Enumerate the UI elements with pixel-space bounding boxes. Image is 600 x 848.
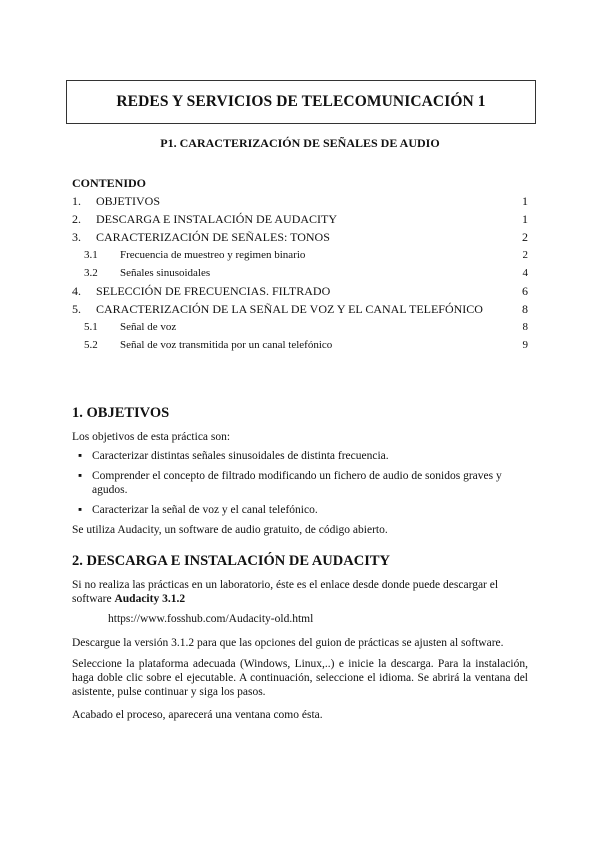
toc-page: 9	[522, 339, 528, 351]
toc-entry[interactable]	[72, 192, 528, 210]
toc-number: 3.2	[84, 267, 98, 279]
toc-label: Señal de voz transmitida por un canal telefónico	[120, 339, 333, 351]
list-item-text: Caracterizar distintas señales sinusoidales de distinta frecuencia.	[92, 450, 389, 462]
objetivos-intro: Los objetivos de esta práctica son:	[72, 431, 231, 443]
toc-page: 6	[522, 284, 528, 298]
toc-label: Señal de voz	[120, 321, 177, 333]
toc-number: 2.	[72, 212, 81, 226]
list-item	[78, 449, 528, 463]
toc-page: 8	[522, 321, 528, 333]
toc-page: 1	[522, 212, 528, 226]
toc-number: 1.	[72, 194, 81, 208]
list-item	[78, 503, 528, 517]
toc-label: CARACTERIZACIÓN DE SEÑALES: TONOS	[96, 230, 330, 244]
toc-entry[interactable]	[72, 282, 528, 300]
software-name: Audacity 3.1.2	[114, 593, 186, 605]
toc-subentry[interactable]	[72, 264, 528, 282]
table-of-contents	[72, 192, 528, 354]
toc-entry[interactable]	[72, 210, 528, 228]
toc-number: 5.1	[84, 321, 98, 333]
toc-subentry[interactable]	[72, 336, 528, 354]
toc-page: 8	[522, 302, 528, 316]
toc-label: OBJETIVOS	[96, 194, 161, 208]
toc-label: DESCARGA E INSTALACIÓN DE AUDACITY	[96, 212, 338, 226]
download-link[interactable]: https://www.fosshub.com/Audacity-old.html	[108, 613, 314, 625]
toc-page: 4	[522, 267, 528, 279]
title-box	[66, 80, 536, 124]
toc-subentry[interactable]	[72, 246, 528, 264]
bullet-icon: ▪	[78, 450, 83, 462]
section-heading-descarga: 2. DESCARGA E INSTALACIÓN DE AUDACITY	[72, 553, 390, 569]
descarga-paragraph-1	[72, 578, 528, 606]
toc-entry[interactable]	[72, 300, 528, 318]
toc-page: 1	[522, 194, 528, 208]
toc-number: 4.	[72, 284, 81, 298]
toc-label: SELECCIÓN DE FRECUENCIAS. FILTRADO	[96, 284, 331, 298]
descarga-paragraph-4: Acabado el proceso, aparecerá una ventana como ésta.	[72, 709, 323, 721]
toc-label: Frecuencia de muestreo y regimen binario	[120, 249, 306, 261]
list-item	[78, 469, 528, 497]
section-heading-objetivos: 1. OBJETIVOS	[72, 405, 170, 421]
bullet-icon: ▪	[78, 470, 83, 482]
toc-entry[interactable]	[72, 228, 528, 246]
toc-subentry[interactable]	[72, 318, 528, 336]
toc-number: 3.	[72, 230, 81, 244]
list-item-text: Comprender el concepto de filtrado modificando un fichero de audio de sonidos graves y agudos.	[92, 470, 502, 496]
toc-number: 5.2	[84, 339, 98, 351]
list-item-text: Caracterizar la señal de voz y el canal telefónico.	[92, 504, 318, 516]
descarga-text: Si no realiza las prácticas en un laboratorio, éste es el enlace desde donde puede descargar el software	[72, 579, 499, 605]
toc-label: CARACTERIZACIÓN DE LA SEÑAL DE VOZ Y EL CANAL TELEFÓNICO	[96, 302, 483, 316]
objetivos-outro: Se utiliza Audacity, un software de audio gratuito, de código abierto.	[72, 524, 388, 536]
toc-number: 3.1	[84, 249, 98, 261]
practice-subtitle: P1. CARACTERIZACIÓN DE SEÑALES DE AUDIO	[160, 136, 440, 150]
toc-page: 2	[522, 249, 528, 261]
objetivos-list	[78, 449, 528, 523]
descarga-paragraph-2: Descargue la versión 3.1.2 para que las opciones del guion de prácticas se ajusten al software.	[72, 637, 504, 649]
document-title: REDES Y SERVICIOS DE TELECOMUNICACIÓN 1	[116, 93, 486, 110]
toc-label: Señales sinusoidales	[120, 267, 211, 279]
descarga-paragraph-3: Seleccione la plataforma adecuada (Windows, Linux,..) e inicie la descarga. Para la instalación, haga doble clic sobre el ejecutable. A continuación, seleccione el idioma. Se abrirá la ventana del asistente, pulse continuar y siga los pasos.	[72, 658, 528, 698]
toc-page: 2	[522, 230, 528, 244]
toc-heading: CONTENIDO	[72, 176, 147, 190]
toc-number: 5.	[72, 302, 81, 316]
bullet-icon: ▪	[78, 504, 83, 516]
